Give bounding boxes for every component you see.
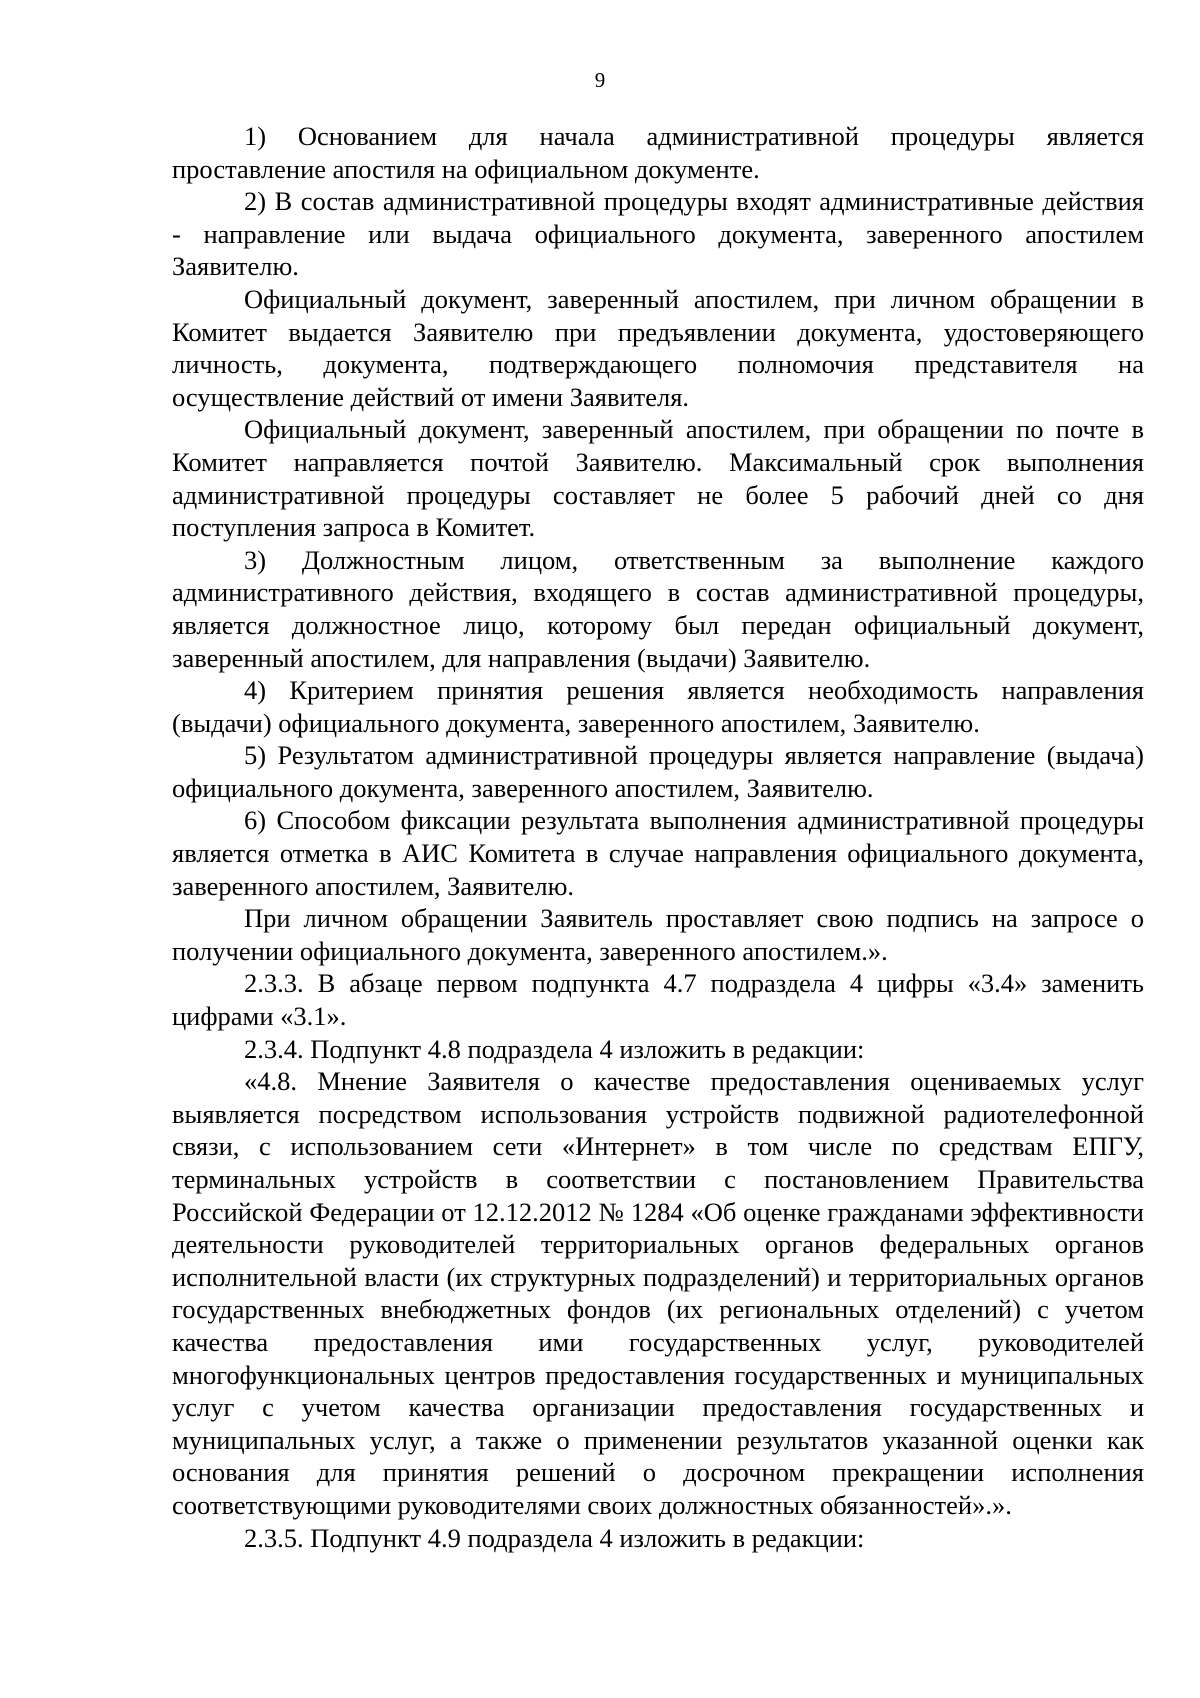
paragraph-procedure-basis: 1) Основанием для начала административной процедуры является проставление апостиля на официальном документе. — [172, 121, 1144, 184]
paragraph-procedure-composition: 2) В состав административной процедуры входят административные действия - направление или выдача официального документа, заверенного апостилем Заявителю. — [172, 186, 1144, 282]
paragraph-decision-criterion: 4) Критерием принятия решения является необходимость направления (выдачи) официального документа, заверенного апостилем, Заявителю. — [172, 675, 1144, 738]
paragraph-quality-assessment: «4.8. Мнение Заявителя о качестве предоставления оцениваемых услуг выявляется посредством использования устройств подвижной радиотелефонной связи, с использованием сети «Интернет» в том числе по средствам ЕПГУ, терминальных устройств в соответствии с постановлением Правительства Российской Федерации от 12.12.2012 № 1284 «Об оценке гражданами эффективности деятельности руководителей территориальных органов федеральных органов исполнительной власти (их структурных подразделений) и территориальных органов государственных внебюджетных фондов (их региональных отделений) с учетом качества предоставления ими государственных услуг, руководителей многофункциональных центров предоставления государственных и муниципальных услуг с учетом качества организации предоставления государственных и муниципальных услуг, а также о применении результатов указанной оценки как основания для принятия решений о досрочном прекращении исполнения соответствующими руководителями своих должностных обязанностей».». — [172, 1066, 1144, 1520]
paragraph-personal-issue: Официальный документ, заверенный апостилем, при личном обращении в Комитет выдается Заявителю при предъявлении документа, удостоверяющего личность, документа, подтверждающего полномочия представителя на осуществление действий от имени Заявителя. — [172, 283, 1144, 412]
paragraph-responsible-official: 3) Должностным лицом, ответственным за выполнение каждого административного действия, входящего в состав административной процедуры, является должностное лицо, которому был передан официальный документ, заверенный апостилем, для направления (выдачи) Заявителю. — [172, 544, 1144, 673]
document-body — [172, 120, 1144, 1554]
paragraph-applicant-signature: При личном обращении Заявитель проставляет свою подпись на запросе о получении официального документа, заверенного апостилем.». — [172, 903, 1144, 966]
paragraph-postal-issue: Официальный документ, заверенный апостилем, при обращении по почте в Комитет направляется почтой Заявителю. Максимальный срок выполнения административной процедуры составляет не более 5 рабочий дней со дня поступления запроса в Комитет. — [172, 414, 1144, 543]
paragraph-item-2-3-4: 2.3.4. Подпункт 4.8 подраздела 4 изложить в редакции: — [244, 1033, 865, 1064]
paragraph-procedure-result: 5) Результатом административной процедуры является направление (выдача) официального документа, заверенного апостилем, Заявителю. — [172, 740, 1144, 803]
paragraph-result-recording: 6) Способом фиксации результата выполнения административной процедуры является отметка в АИС Комитета в случае направления официального документа, заверенного апостилем, Заявителю. — [172, 805, 1144, 901]
paragraph-item-2-3-5: 2.3.5. Подпункт 4.9 подраздела 4 изложить в редакции: — [244, 1522, 865, 1553]
page-number: 9 — [594, 68, 606, 92]
paragraph-item-2-3-3: 2.3.3. В абзаце первом подпункта 4.7 подраздела 4 цифры «3.4» заменить цифрами «3.1». — [172, 968, 1144, 1032]
